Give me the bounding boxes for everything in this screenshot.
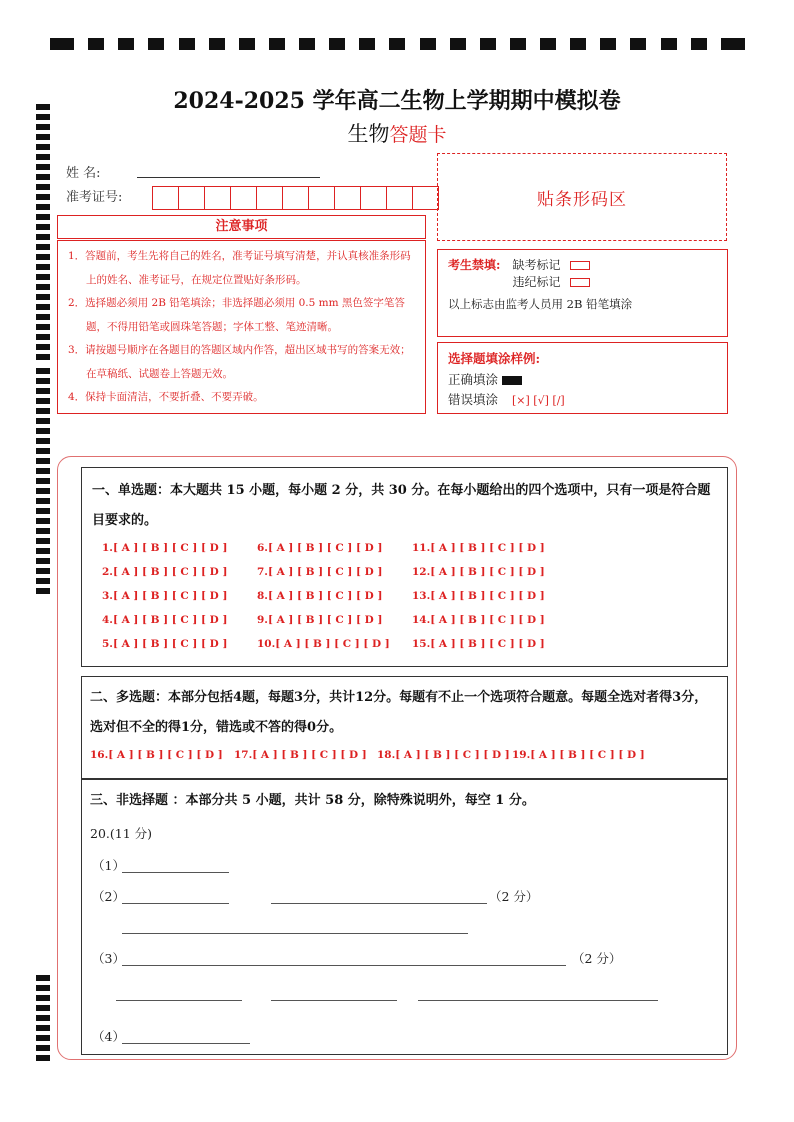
option-bubbles[interactable]: [ A ] [ B ] [ C ] [ D ]	[430, 590, 545, 602]
notice-item: 4．保持卡面清洁，不要折叠、不要弄破。	[68, 391, 264, 403]
name-field[interactable]	[137, 177, 320, 178]
card-label: 答题卡	[389, 124, 447, 146]
notice-title: 注意事项	[57, 215, 426, 239]
choice-question[interactable]	[412, 566, 545, 578]
option-bubbles[interactable]: [ A ] [ B ] [ C ] [ D ]	[112, 638, 228, 650]
answer-line[interactable]	[418, 1000, 658, 1001]
question-number: 9.	[257, 614, 268, 626]
choice-question[interactable]	[257, 542, 382, 554]
option-bubbles[interactable]: [ A ] [ B ] [ C ] [ D ]	[267, 566, 383, 578]
choice-question[interactable]	[377, 749, 510, 761]
question-number: 1.	[102, 542, 113, 554]
violation-label: 违纪标记	[512, 275, 561, 289]
subject-label: 生物	[347, 122, 390, 146]
choice-question[interactable]	[102, 542, 227, 554]
question-number: 16.	[90, 749, 109, 761]
choice-question[interactable]	[257, 614, 382, 626]
page-subtitle	[0, 118, 794, 148]
question-number: 5.	[102, 638, 113, 650]
sub3-label: （3）	[92, 951, 125, 966]
q20-label: 20.(11 分)	[90, 826, 153, 841]
section-single-choice	[81, 467, 728, 667]
choice-question[interactable]	[512, 749, 645, 761]
option-bubbles[interactable]: [ A ] [ B ] [ C ] [ D ]	[430, 614, 545, 626]
answer-line[interactable]	[122, 1043, 250, 1044]
points-label: （2 分）	[489, 889, 539, 904]
notice-item: 2．选择题必须用 2B 铅笔填涂；非选择题必须用 0.5 mm 黑色签字笔答题，不得用铅笔或圆珠笔答题；字体工整、笔迹清晰。	[68, 297, 405, 333]
answer-line[interactable]	[271, 1000, 397, 1001]
section1-title: 一、单选题：本大题共 15 小题，每小题 2 分，共 30 分。在每小题给出的四个选项中，只有一项是符合题目要求的。	[92, 483, 711, 528]
answer-line[interactable]	[122, 965, 566, 966]
choice-question[interactable]	[234, 749, 367, 761]
option-bubbles[interactable]: [ A ] [ B ] [ C ] [ D ]	[112, 614, 228, 626]
question-number: 18.	[377, 749, 396, 761]
answer-line[interactable]	[122, 872, 229, 873]
option-bubbles[interactable]: [ A ] [ B ] [ C ] [ D ]	[267, 590, 383, 602]
choice-question[interactable]	[102, 614, 227, 626]
question-number: 11.	[412, 542, 431, 554]
correct-fill-sample	[502, 376, 522, 385]
option-bubbles[interactable]: [ A ] [ B ] [ C ] [ D ]	[108, 749, 223, 761]
question-number: 12.	[412, 566, 431, 578]
sub4-label: （4）	[92, 1029, 125, 1044]
option-bubbles[interactable]: [ A ] [ B ] [ C ] [ D ]	[395, 749, 510, 761]
absent-label: 缺考标记	[512, 258, 561, 272]
question-number: 13.	[412, 590, 431, 602]
fill-sample-box	[437, 342, 728, 414]
violation-mark-box[interactable]	[570, 278, 590, 287]
barcode-area: 贴条形码区	[437, 153, 727, 241]
option-bubbles[interactable]: [ A ] [ B ] [ C ] [ D ]	[267, 542, 383, 554]
choice-question[interactable]	[102, 590, 227, 602]
notice-body	[57, 240, 426, 414]
option-bubbles[interactable]: [ A ] [ B ] [ C ] [ D ]	[112, 566, 228, 578]
section-non-choice	[81, 779, 728, 1055]
question-number: 4.	[102, 614, 113, 626]
choice-question[interactable]	[412, 638, 545, 650]
wrong-fill-marks: [×] [√] [/]	[512, 394, 565, 407]
choice-question[interactable]	[412, 542, 545, 554]
option-bubbles[interactable]: [ A ] [ B ] [ C ] [ D ]	[275, 638, 390, 650]
id-number-boxes[interactable]	[152, 186, 438, 210]
correct-fill-label: 正确填涂	[448, 372, 499, 387]
answer-line[interactable]	[271, 903, 487, 904]
question-number: 10.	[257, 638, 276, 650]
section-multi-choice	[81, 676, 728, 779]
absent-mark-box[interactable]	[570, 261, 590, 270]
timing-marks-left-mid	[36, 368, 50, 594]
choice-question[interactable]	[257, 590, 382, 602]
notice-item: 1．答题前，考生先将自己的姓名，准考证号填写清楚，并认真核准条形码上的姓名、准考证号，在规定位置贴好条形码。	[68, 250, 411, 286]
choice-question[interactable]	[412, 590, 545, 602]
answer-line[interactable]	[116, 1000, 242, 1001]
option-bubbles[interactable]: [ A ] [ B ] [ C ] [ D ]	[430, 566, 545, 578]
wrong-fill-label: 错误填涂	[448, 392, 499, 407]
sub1-label: （1）	[92, 858, 125, 873]
timing-marks-top	[50, 38, 745, 50]
question-number: 15.	[412, 638, 431, 650]
option-bubbles[interactable]: [ A ] [ B ] [ C ] [ D ]	[430, 542, 545, 554]
choice-question[interactable]	[257, 638, 390, 650]
notice-item: 3．请按题号顺序在各题目的答题区域内作答，超出区域书写的答案无效；在草稿纸、试题卷上答题无效。	[68, 344, 411, 380]
question-number: 7.	[257, 566, 268, 578]
exam-ban-box	[437, 249, 728, 337]
option-bubbles[interactable]: [ A ] [ B ] [ C ] [ D ]	[267, 614, 383, 626]
name-label: 姓 名:	[66, 166, 101, 181]
option-bubbles[interactable]: [ A ] [ B ] [ C ] [ D ]	[112, 590, 228, 602]
choice-question[interactable]	[412, 614, 545, 626]
section3-title: 三、非选择题 ：本部分共 5 小题，共计 58 分，除特殊说明外，每空 1 分。	[90, 793, 535, 808]
points-label: （2 分）	[572, 951, 622, 966]
option-bubbles[interactable]: [ A ] [ B ] [ C ] [ D ]	[530, 749, 645, 761]
fill-sample-title: 选择题填涂样例:	[448, 351, 541, 366]
id-label: 准考证号:	[66, 190, 123, 205]
question-number: 14.	[412, 614, 431, 626]
choice-question[interactable]	[102, 566, 227, 578]
timing-marks-left-bottom	[36, 975, 50, 1061]
answer-line[interactable]	[122, 933, 468, 934]
question-number: 17.	[234, 749, 253, 761]
answer-line[interactable]	[122, 903, 229, 904]
question-number: 8.	[257, 590, 268, 602]
option-bubbles[interactable]: [ A ] [ B ] [ C ] [ D ]	[252, 749, 367, 761]
page-title: 2024-2025 学年高二生物上学期期中模拟卷	[173, 88, 621, 114]
exam-ban-title: 考生禁填:	[448, 258, 501, 272]
option-bubbles[interactable]: [ A ] [ B ] [ C ] [ D ]	[430, 638, 545, 650]
section2-title: 二、多选题：本部分包括4题，每题3分，共计12分。每题有不止一个选项符合题意。每题全选对者得3分，选对但不全的得1分，错选或不答的得0分。	[90, 690, 708, 735]
question-number: 3.	[102, 590, 113, 602]
choice-question[interactable]	[102, 638, 227, 650]
question-number: 2.	[102, 566, 113, 578]
option-bubbles[interactable]: [ A ] [ B ] [ C ] [ D ]	[112, 542, 228, 554]
choice-question[interactable]	[257, 566, 382, 578]
question-number: 6.	[257, 542, 268, 554]
exam-ban-note: 以上标志由监考人员用 2B 铅笔填涂	[448, 297, 633, 311]
choice-question[interactable]	[90, 749, 223, 761]
question-number: 19.	[512, 749, 531, 761]
sub2-label: （2）	[92, 889, 125, 904]
